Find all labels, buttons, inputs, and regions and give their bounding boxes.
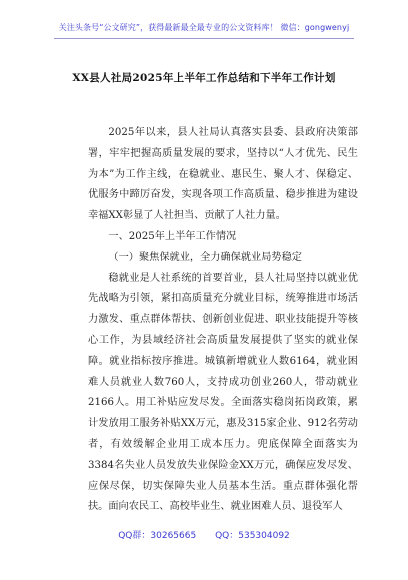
subsection-heading: （一）聚焦保就业，全力确保就业局势稳定	[108, 251, 302, 263]
paragraph-employment: 稳就业是人社系统的首要首业，县人社局坚持以就业优先战略为引领，紧扣高质量充分就业目标，统筹推进市场活力激发、重点群体帮扶、创新创业促进、职业技能提升等核心工作，为县域经济社会高质量发展提供了坚实的就业保障。就业指标按序推进。城镇新增就业人数6164，就业困难人员就业人数760人，支持成功创业260人，带动就业2166人。用工补贴应发尽发。全面落实稳岗拓岗政策，累计发放用工服务补贴XX万元，惠及315家企业、912名劳动者，有效缓解企业用工成本压力。兜底保障全面落实为3384名失业人员发放失业保险金XX万元，确保应发尽发、应保尽保，切实保障失业人员基本生活。重点群体强化帮扶。面向农民工、高校毕业生、就业困难人员、退役军人	[88, 272, 358, 513]
header-divider	[54, 38, 354, 39]
footer-qq: QQ：535304092	[215, 531, 290, 541]
document-title: XX县人社局2025年上半年工作总结和下半年工作计划	[72, 72, 336, 84]
footer-qq-group: QQ群：30265665	[118, 531, 197, 541]
header-banner: 关注头条号“公文研究”，获得最新最全最专业的公文资料库！ 微信：gongwenyj	[58, 23, 350, 32]
footer-contact	[0, 528, 408, 541]
document-body	[88, 123, 358, 518]
paragraph-intro: 2025年以来，县人社局认真落实县委、县政府决策部署，牢牢把握高质量发展的要求，坚持以“人才优先、民生为本”为工作主线，在稳就业、惠民生、聚人才、保稳定、优服务中蹄厉奋发，实现各项工作高质量、稳步推进为建设幸福XX彰显了人社担当、贡献了人社力量。	[88, 127, 358, 222]
section-heading: 一、2025年上半年工作情况	[108, 230, 237, 242]
